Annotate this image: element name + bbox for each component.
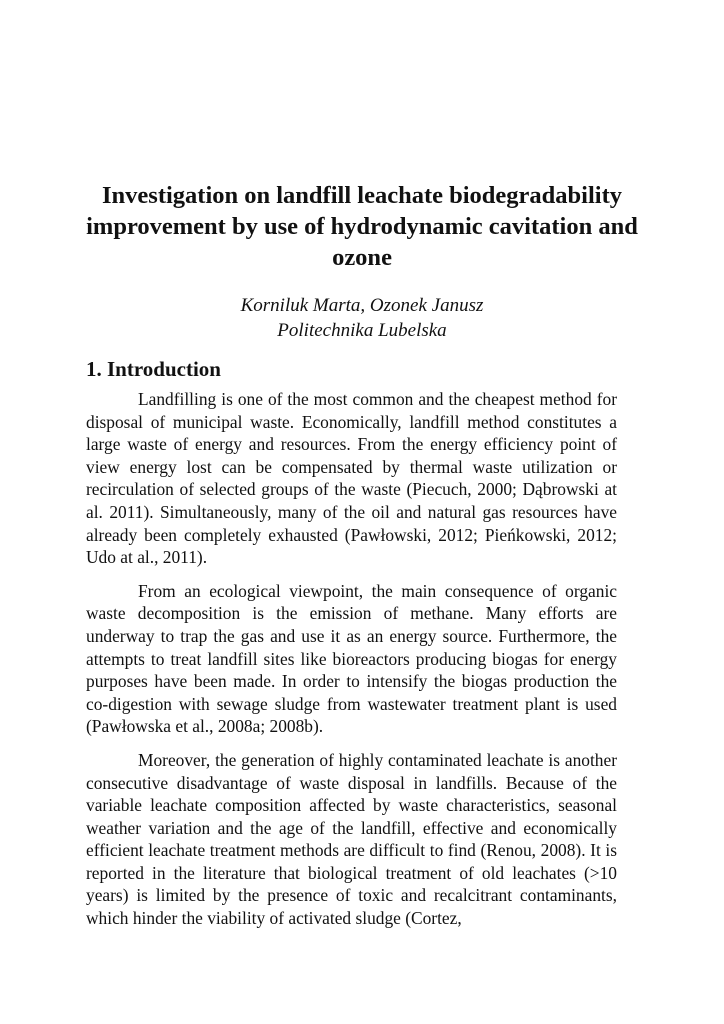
section-heading: 1. Introduction (86, 357, 221, 381)
paper-title: Investigation on landfill leachate biodegradability improvement by use of hydrodynamic cavitation and ozone (86, 182, 638, 271)
paragraph: From an ecological viewpoint, the main consequence of organic waste decomposition is the emission of methane. Many efforts are underway to trap the gas and use it as an energy source. Furthermore, the attempts to treat landfill sites like bioreactors producing biogas for energy purposes have been made. In order to intensify the biogas production the co-digestion with sewage sludge from wastewater treatment plant is used (Pawłowska et al., 2008a; 2008b). (86, 580, 617, 737)
paragraph: Moreover, the generation of highly contaminated leachate is another consecutive disadvantage of waste disposal in landfills. Because of the variable leachate composition affected by waste characteristics, seasonal weather variation and the age of the landfill, effective and economically efficient leachate treatment methods are difficult to find (Renou, 2008). It is reported in the literature that biological treatment of old leachates (>10 years) is limited by the presence of toxic and recalcitrant contaminants, which hinder the viability of activated sludge (Cortez, (86, 749, 617, 929)
section-body (86, 388, 617, 941)
author-block (70, 293, 654, 343)
paragraph: Landfilling is one of the most common and the cheapest method for disposal of municipal waste. Economically, landfill method constitutes a large waste of energy and resources. From the energy efficiency point of view energy lost can be compensated by thermal waste utilization or recirculation of selected groups of the waste (Piecuch, 2000; Dąbrowski at al. 2011). Simultaneously, many of the oil and natural gas resources have already been completely exhausted (Pawłowski, 2012; Pieńkowski, 2012; Udo at al., 2011). (86, 389, 617, 568)
author-names: Korniluk Marta, Ozonek Janusz (240, 295, 484, 316)
author-affiliation: Politechnika Lubelska (277, 320, 447, 341)
